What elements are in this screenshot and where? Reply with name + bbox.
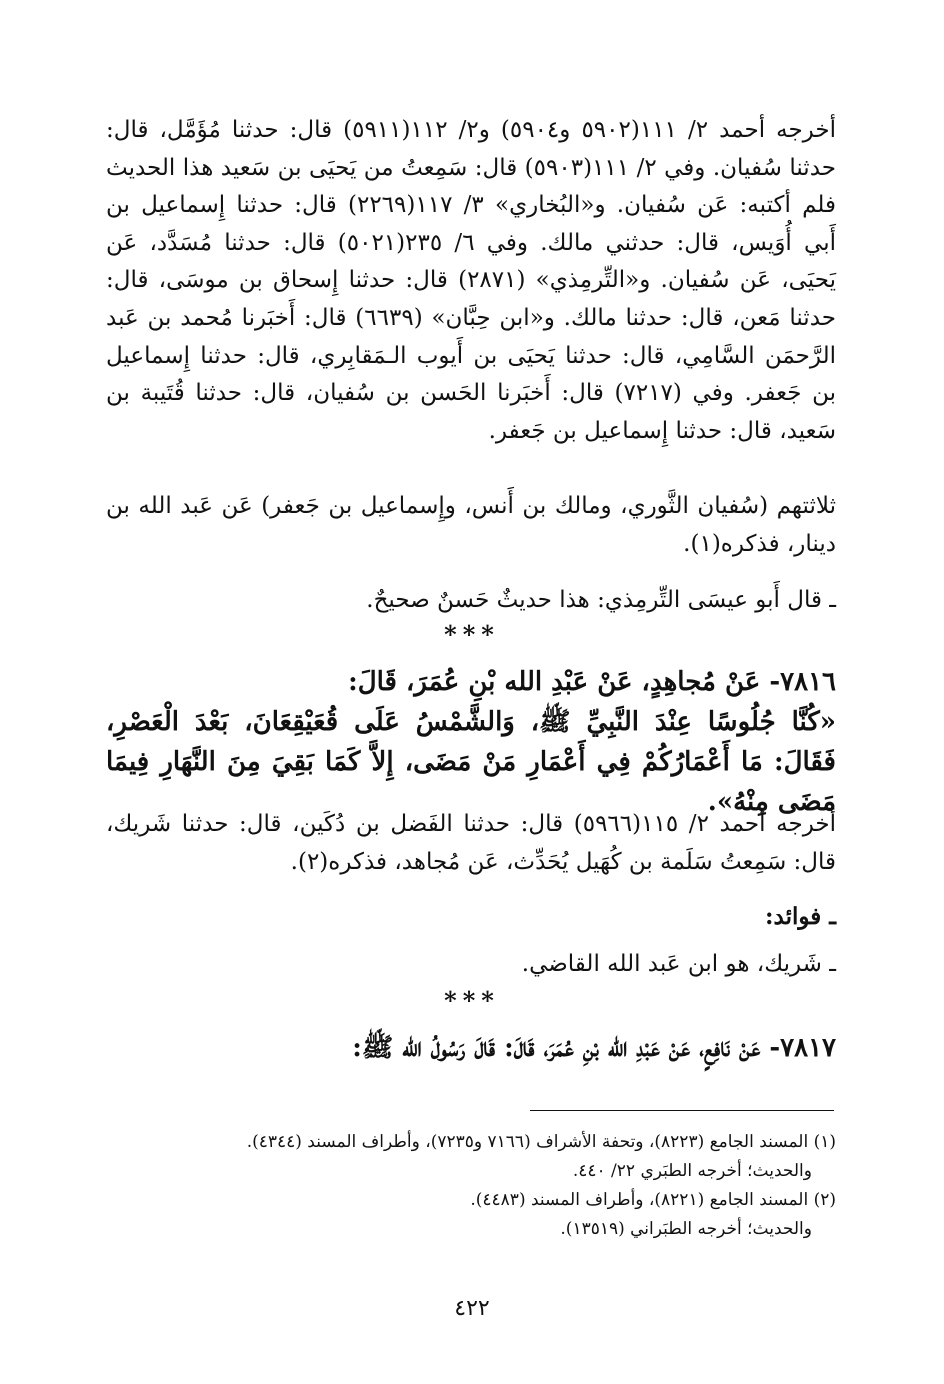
tirmidhi-comment <box>106 582 836 620</box>
section-separator-2: *** <box>444 986 500 1015</box>
tirmidhi-comment-text: ـ قال أَبو عيسَى التِّرمِذي: هذا حديثٌ حَسنٌ صحيحٌ. <box>366 587 836 613</box>
footnotes <box>106 1128 836 1244</box>
footnote-1: (١) المسند الجامع (٨٢٢٣)، وتحفة الأشراف (٧١٦٦ و٧٢٣٥)، وأطراف المسند (٤٣٤٤). <box>246 1132 836 1152</box>
takhrij-paragraph-2 <box>106 806 836 881</box>
hadith-7817-isnad: ٧٨١٧- عَنْ نَافِعٍ، عَنْ عَبْدِ الله بْنِ عُمَرَ، قَالَ: قَالَ رَسُولُ الله ﷺ: <box>352 1033 836 1063</box>
thalathatuhum-paragraph <box>106 488 836 563</box>
takhrij-paragraph-1 <box>106 112 836 450</box>
hadith-7817 <box>106 1028 836 1068</box>
footnote-2-continuation: والحديث؛ أخرجه الطبَراني (١٣٥١٩). <box>560 1219 812 1239</box>
thalathatuhum-text: ثلاثتهم (سُفيان الثَّوري، ومالك بن أَنس، وإِسماعيل بن جَعفر) عَن عَبد الله بن دينار، فذكره(١). <box>106 493 836 557</box>
section-separator: *** <box>444 620 500 649</box>
footnote-divider <box>530 1110 834 1111</box>
footnote-2: (٢) المسند الجامع (٨٢٢١)، وأطراف المسند (٤٤٨٣). <box>470 1190 836 1210</box>
takhrij-text: أخرجه أحمد ٢/ ١١١(٥٩٠٢ و٥٩٠٤) و٢/ ١١٢(٥٩١١) قال: حدثنا مُؤَمَّل، قال: حدثنا سُفيان. وفي ٢/ ١١١(٥٩٠٣) قال: سَمِعتُ من يَحيَى بن سَعيد هذا الحديث فلم أكتبه: عَن سُفيان. و«البُخاري» ٣/ ١١٧(٢٢٦٩) قال: حدثنا إِسماعيل بن أَبي أُوَيس، قال: حدثني مالك. وفي ٦/ ٢٣٥(٥٠٢١) قال: حدثنا مُسَدَّد، عَن يَحيَى، عَن سُفيان. و«التِّرمِذي» (٢٨٧١) قال: حدثنا إِسحاق بن موسَى، قال: حدثنا مَعن، قال: حدثنا مالك. و«ابن حِبَّان» (٦٦٣٩) قال: أَخبَرنا مُحمد بن عَبد الرَّحمَن السَّامِي، قال: حدثنا يَحيَى بن أَيوب الـمَقابِري، قال: حدثنا إِسماعيل بن جَعفر. وفي (٧٢١٧) قال: أَخبَرنا الحَسن بن سُفيان، قال: حدثنا قُتَيبة بن سَعيد، قال: حدثنا إِسماعيل بن جَعفر. <box>106 117 837 444</box>
takhrij-7816-text: أخرجه أحمد ٢/ ١١٥(٥٩٦٦) قال: حدثنا الفَضل بن دُكَين، قال: حدثنا شَريك، قال: سَمِعتُ سَلَمة بن كُهَيل يُحَدِّث، عَن مُجاهد، فذكره(٢). <box>106 811 836 875</box>
footnote-1-continuation: والحديث؛ أخرجه الطبَري ٢٢/ ٤٤٠. <box>572 1161 812 1181</box>
hadith-7816-matn: «كُنَّا جُلُوسًا عِنْدَ النَّبِيِّ ﷺ، وَالشَّمْسُ عَلَى قُعَيْقِعَانَ، بَعْدَ الْعَصْرِ، فَقَالَ: مَا أَعْمَارُكُمْ فِي أَعْمَارِ مَنْ مَضَى، إِلاَّ كَمَا بَقِيَ مِنَ النَّهَارِ فِيمَا مَضَى مِنْهُ». <box>106 707 836 817</box>
hadith-7816 <box>106 662 836 822</box>
fawaid-item: ـ شَريك، هو ابن عَبد الله القاضي. <box>521 950 836 977</box>
page-number: ٤٢٢ <box>454 1296 490 1321</box>
fawaid-section <box>106 898 836 983</box>
fawaid-label: ـ فوائد: <box>765 903 836 930</box>
hadith-7816-isnad: ٧٨١٦- عَنْ مُجاهِدٍ، عَنْ عَبْدِ الله بْنِ عُمَرَ، قَالَ: <box>348 667 836 697</box>
